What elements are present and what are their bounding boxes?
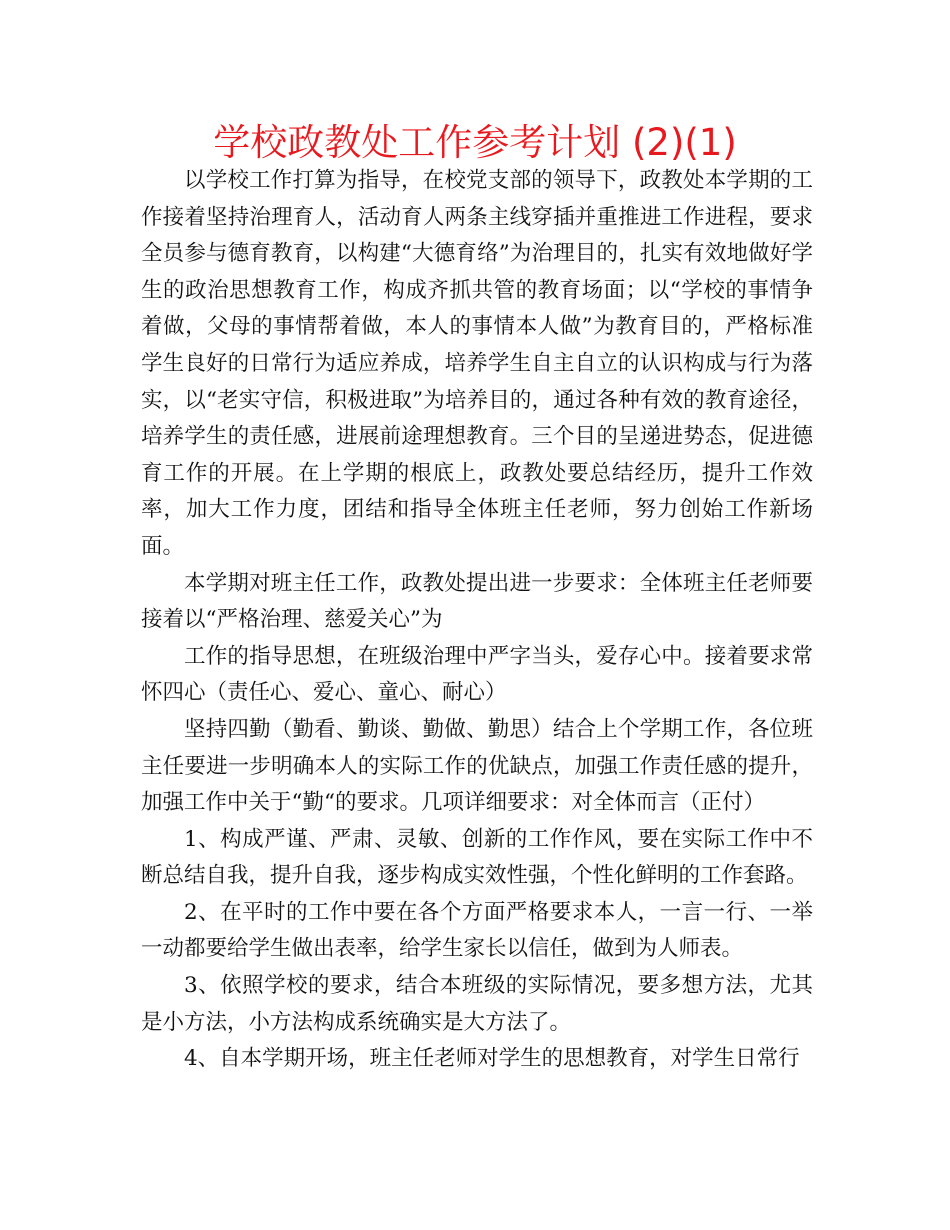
document-title: 学校政教处工作参考计划 (2)(1) [213,121,737,164]
paragraph-requirements: 本学期对班主任工作，政教处提出进一步要求：全体班主任老师要接着以“严格治理、慈爱关心”为 [141,570,813,633]
document-body [141,163,813,1078]
paragraph-guiding-thought: 工作的指导思想，在班级治理中严字当头，爱存心中。接着要求常怀四心（责任心、爱心、童心、耐心） [141,643,813,706]
list-item-3: 3、依照学校的要求，结合本班级的实际情况，要多想方法，尤其是小方法，小方法构成系统确实是大方法了。 [141,973,813,1035]
list-item-2: 2、在平时的工作中要在各个方面严格要求本人，一言一行、一举一动都要给学生做出表率，给学生家长以信任，做到为人师表。 [141,899,813,962]
list-item-4: 4、自本学期开场，班主任老师对学生的思想教育，对学生日常行 [184,1046,800,1072]
list-item-1: 1、构成严谨、严肃、灵敏、创新的工作作风，要在实际工作中不断总结自我，提升自我，逐步构成实效性强，个性化鲜明的工作套路。 [141,826,813,889]
paragraph-intro: 以学校工作打算为指导，在校党支部的领导下，政教处本学期的工作接着坚持治理育人，活动育人两条主线穿插并重推进工作进程，要求全员参与德育教育，以构建“大德育络”为治理目的，扎实有效地做好学生的政治思想教育工作，构成齐抓共管的教育场面；以“学校的事情争着做，父母的事情帮着做，本人的事情本人做”为教育目的，严格标准学生良好的日常行为适应养成，培养学生自主自立的认识构成与行为落实，以“老实守信，积极进取”为培养目的，通过各种有效的教育途径，培养学生的责任感，进展前途理想教育。三个目的呈递进势态，促进德育工作的开展。在上学期的根底上，政教处要总结经历，提升工作效率，加大工作力度，团结和指导全体班主任老师，努力创始工作新场面。 [141,168,813,559]
paragraph-four-diligences: 坚持四勤（勤看、勤谈、勤做、勤思）结合上个学期工作，各位班主任要进一步明确本人的实际工作的优缺点，加强工作责任感的提升，加强工作中关于“勤“的要求。几项详细要求：对全体而言（正付） [141,716,813,816]
